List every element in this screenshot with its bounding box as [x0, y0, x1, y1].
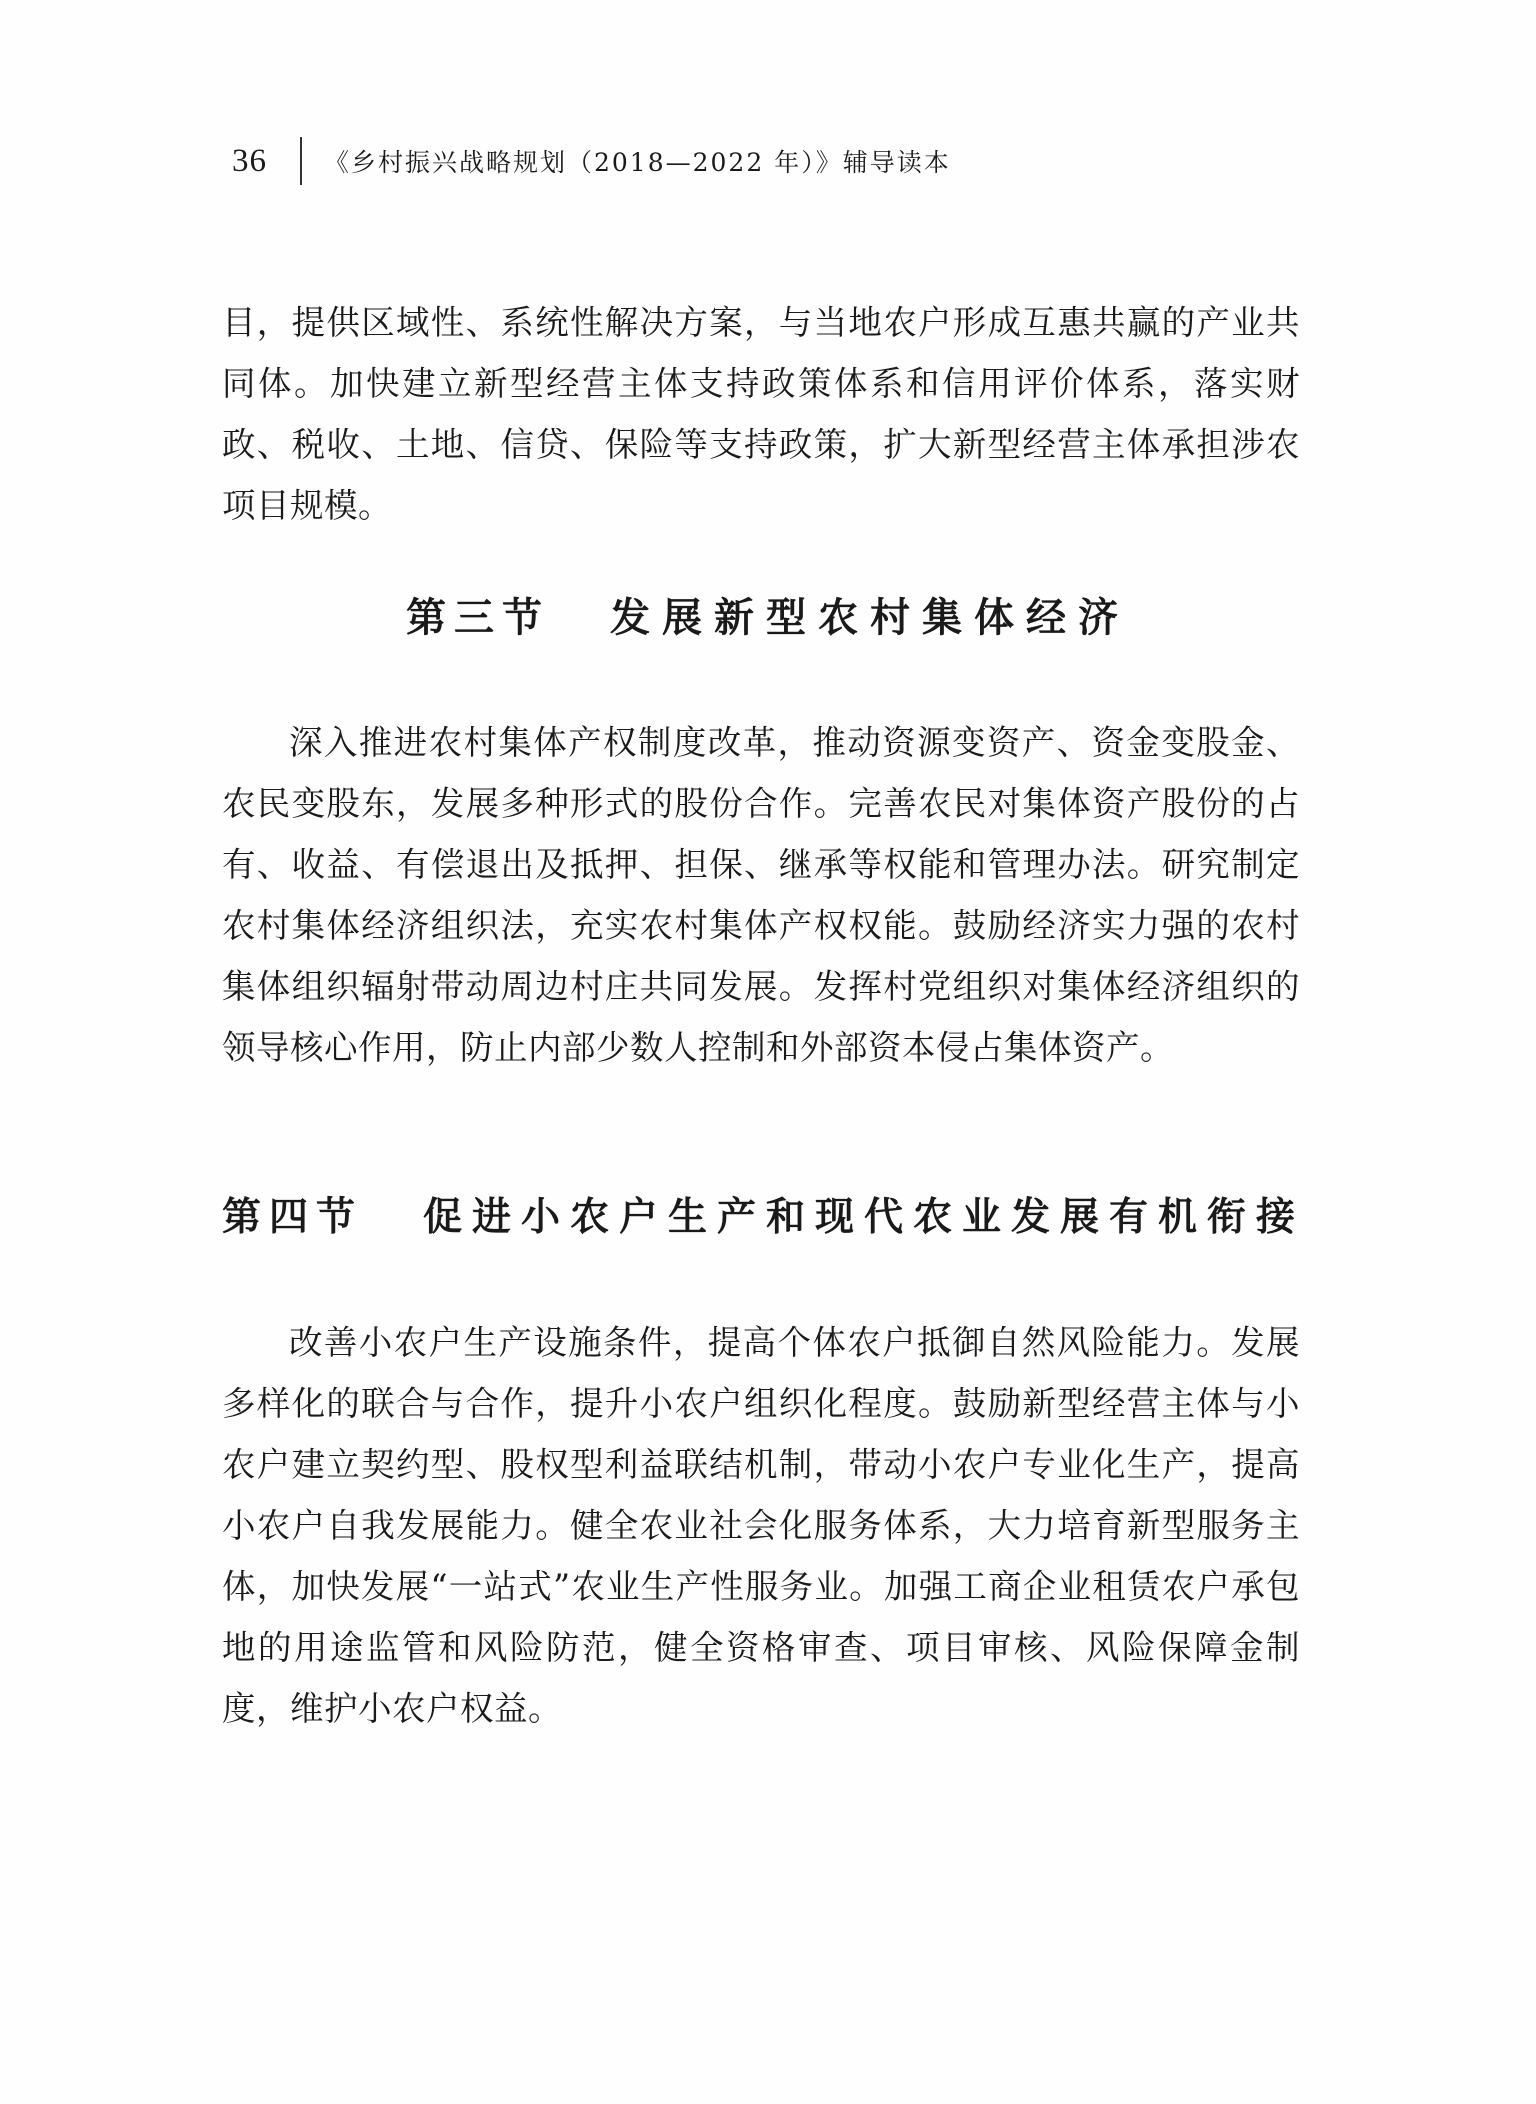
- intro-paragraph: 目，提供区域性、系统性解决方案，与当地农户形成互惠共赢的产业共同体。加快建立新型经营主体支持政策体系和信用评价体系，落实财政、税收、土地、信贷、保险等支持政策，扩大新型经营主体承担涉农项目规模。: [222, 303, 1300, 525]
- section-4-heading: [222, 1195, 1322, 1240]
- section-4-title: 促进小农户生产和现代农业发展有机衔接: [423, 1195, 1306, 1240]
- intro-block: [222, 292, 1300, 536]
- section-4-number: 第四节: [222, 1195, 364, 1240]
- section-3-number: 第三节: [406, 595, 550, 641]
- section-4-paragraph: 改善小农户生产设施条件，提高个体农户抵御自然风险能力。发展多样化的联合与合作，提升小农户组织化程度。鼓励新型经营主体与小农户建立契约型、股权型利益联结机制，带动小农户专业化生产，提高小农户自我发展能力。健全农业社会化服务体系，大力培育新型服务主体，加快发展“一站式”农业生产性服务业。加强工商企业租赁农户承包地的用途监管和风险防范，健全资格审查、项目审核、风险保障金制度，维护小农户权益。: [222, 1323, 1300, 1728]
- section-3-paragraph: 深入推进农村集体产权制度改革，推动资源变资产、资金变股金、农民变股东，发展多种形式的股份合作。完善农民对集体资产股份的占有、收益、有偿退出及抵押、担保、继承等权能和管理办法。研究制定农村集体经济组织法，充实农村集体产权权能。鼓励经济实力强的农村集体组织辐射带动周边村庄共同发展。发挥村党组织对集体经济组织的领导核心作用，防止内部少数人控制和外部资本侵占集体资产。: [222, 723, 1300, 1067]
- page-number: 36: [232, 142, 267, 179]
- section-3-heading: [0, 595, 1536, 641]
- page-header: [232, 136, 951, 186]
- section-3-body: [222, 712, 1300, 1078]
- section-3-title: 发展新型农村集体经济: [610, 595, 1130, 641]
- section-4-body: [222, 1312, 1300, 1739]
- running-title: 《乡村振兴战略规划（2018—2022 年）》辅导读本: [324, 148, 951, 177]
- header-divider: [300, 137, 302, 185]
